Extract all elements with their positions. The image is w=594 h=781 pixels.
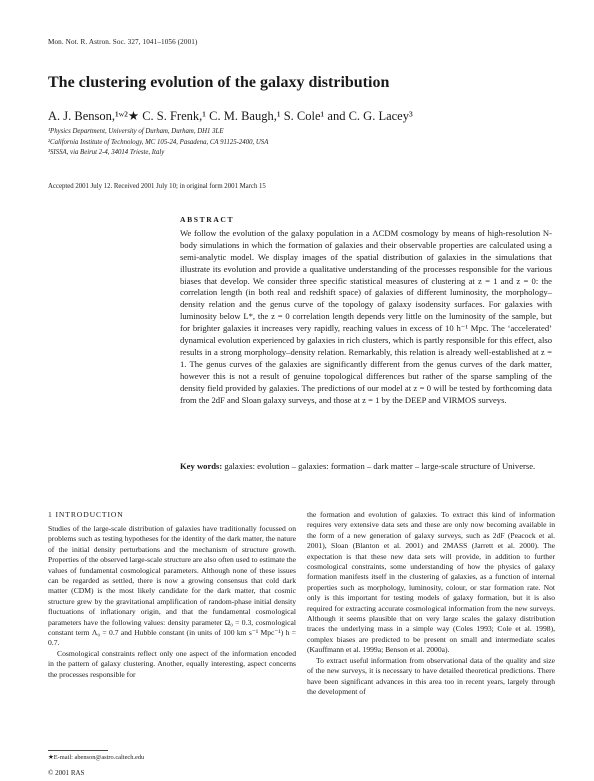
keywords-text: galaxies: evolution – galaxies: formation – dark matter – large-scale structure of Universe. <box>224 461 536 471</box>
abstract-block <box>180 214 552 407</box>
keywords-label: Key words: <box>180 461 223 471</box>
copyright: © 2001 RAS <box>48 769 85 777</box>
keywords-block <box>180 461 552 473</box>
paragraph: Cosmological constraints reflect only one aspect of the information encoded in the pattern of galaxy clustering. Another, equally interesting, aspect concerns the processes responsible for <box>48 648 296 679</box>
column-right <box>307 510 555 697</box>
affiliation-1: ¹Physics Department, University of Durham, Durham, DH1 3LE <box>48 128 224 135</box>
abstract-text: We follow the evolution of the galaxy population in a ΛCDM cosmology by means of high-resolution N-body simulations in which the formation of galaxies and their observable properties are calculated using a semi-analytic model. We display images of the spatial distribution of galaxies in the simulations that illustrate its evolution and provide a qualitative understanding of the processes responsible for the various biases that develop. We consider three specific statistical measures of clustering at z = 1 and z = 0: the correlation length (in both real and redshift space) of galaxies of different luminosity, the morphology–density relation and the genus curve of the topology of galaxy isodensity surfaces. For galaxies with luminosity below L*, the z = 0 correlation length depends very little on the luminosity of the sample, but for brighter galaxies it increases very rapidly, reaching values in excess of 10 h⁻¹ Mpc. The ‘accelerated’ dynamical evolution experienced by galaxies in rich clusters, which is partly responsible for this effect, also results in a strong morphology–density relation. Remarkably, this relation is already well-established at z = 1. The genus curves of the galaxies are significantly different from the genus curves of the dark matter, however this is not a result of genuine topological differences but rather of the sparse sampling of the density field provided by galaxies. The predictions of our model at z = 0 will be tested by forthcoming data from the 2dF and Sloan galaxy surveys, and those at z = 1 by the DEEP and VIRMOS surveys. <box>180 227 552 405</box>
abstract-heading: ABSTRACT <box>180 215 235 224</box>
column-left <box>48 524 296 680</box>
affiliations <box>48 127 268 159</box>
footnote-rule <box>48 750 108 751</box>
affiliation-2: ²California Institute of Technology, MC 105-24, Pasadena, CA 91125-2400, USA <box>48 138 269 146</box>
paragraph: the formation and evolution of galaxies. To extract this kind of information requires very extensive data sets and these are only now becoming available in the form of a new generation of galaxy surveys, such as 2dF (Peacock et al. 2001), Sloan (Blanton et al. 2001) and 2MASS (Jarrett et al. 2000). The expectation is that these new data sets will provide, in addition to further cosmological constraints, some understanding of how the physics of galaxy formation manifests itself in the clustering of galaxies, as a function of internal properties such as morphology, luminosity, colour, or star formation rate. Not only is this important for testing models of galaxy formation, but it is also required for extracting accurate cosmological information from the new surveys. Although it seems plausible that on very large scales the galaxy distribution traces the underlying mass in a simple way (Coles 1993; Cole et al. 1998), complex biases are predicted to be present on small and intermediate scales (Kauffmann et al. 1999a; Benson et al. 2000a). <box>307 510 555 655</box>
journal-header: Mon. Not. R. Astron. Soc. 327, 1041–1056 (2001) <box>48 38 198 46</box>
author-list: A. J. Benson,¹ʷ²★ C. S. Frenk,¹ C. M. Baugh,¹ S. Cole¹ and C. G. Lacey³ <box>48 109 413 123</box>
section-heading-introduction: 1 INTRODUCTION <box>48 510 124 519</box>
affiliation-3: ³SISSA, via Beirut 2-4, 34014 Trieste, Italy <box>48 149 165 156</box>
paragraph: Studies of the large-scale distribution of galaxies have traditionally focussed on problems such as testing hypotheses for the identity of the dark matter, the nature of the initial density perturbations and the mechanism of structure growth. Properties of the observed large-scale structure are also often used to estimate the values of fundamental cosmological parameters. Although none of these issues can be regarded as settled, there is now a growing consensus that cold dark matter (CDM) is the most likely candidate for the dark matter, that cosmic structure grew by the gravitational amplification of random-phase initial density fluctuations of inflationary origin, and that the fundamental cosmological parameters have the following values: density parameter Ω₀ = 0.3, cosmological constant term Λ₀ = 0.7 and Hubble constant (in units of 100 km s⁻¹ Mpc⁻¹) h = 0.7. <box>48 524 296 648</box>
accepted-dates: Accepted 2001 July 12. Received 2001 July 10; in original form 2001 March 15 <box>48 183 266 190</box>
paragraph: To extract useful information from observational data of the quality and size of the new surveys, it is necessary to have detailed theoretical predictions. There have been significant advances in this area too in recent years, largely through the development of <box>307 655 555 696</box>
paper-title: The clustering evolution of the galaxy distribution <box>48 74 390 91</box>
footnote-email: ★E-mail: abenson@astro.caltech.edu <box>48 754 145 761</box>
